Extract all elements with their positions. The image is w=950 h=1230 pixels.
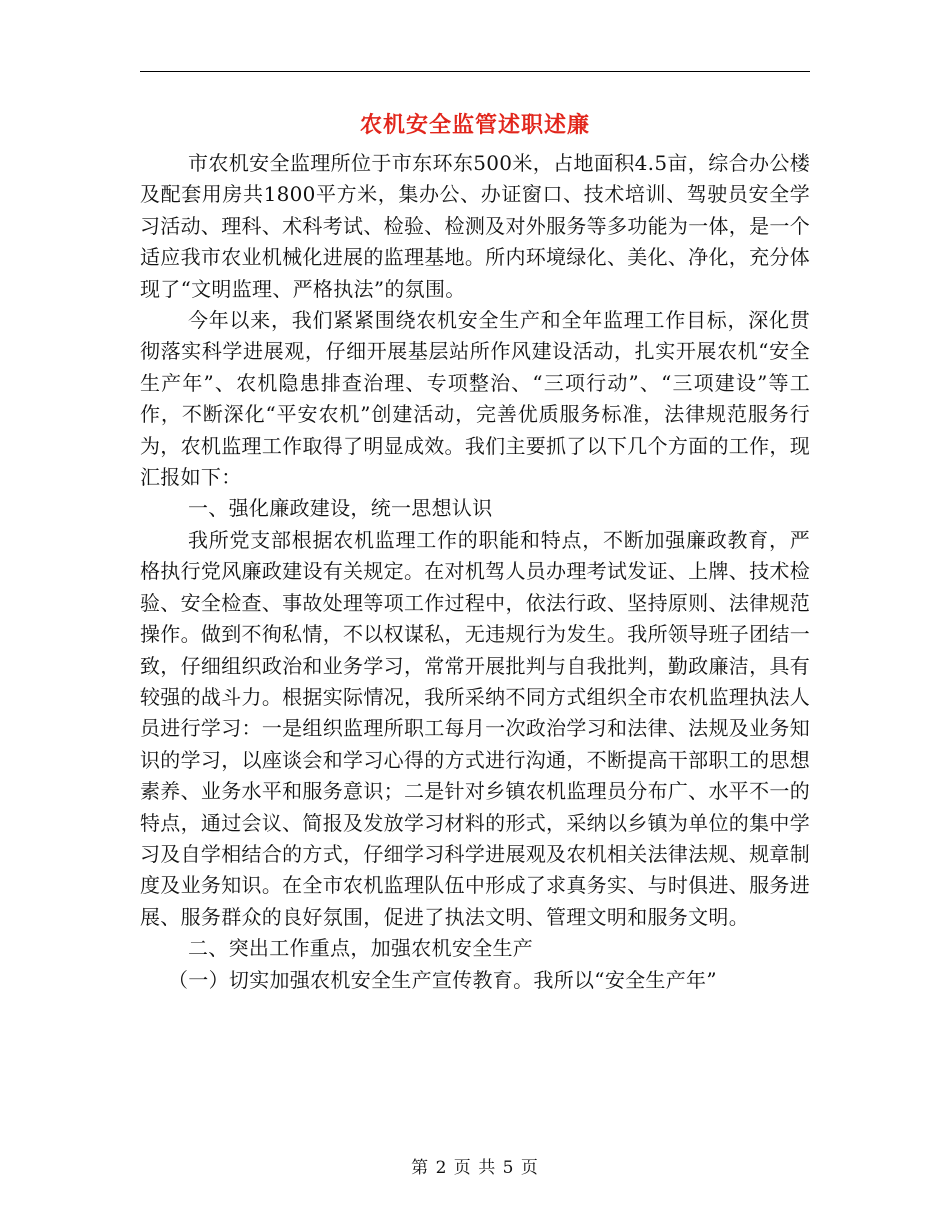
header-rule (140, 71, 810, 72)
paragraph-integrity: 我所党支部根据农机监理工作的职能和特点，不断加强廉政教育，严格执行党风廉政建设有关规定。在对机驾人员办理考试发证、上牌、技术检验、安全检查、事故处理等项工作过程中，依法行政、坚持原则、法律规范操作。做到不徇私情，不以权谋私，无违规行为发生。我所领导班子团结一致，仔细组织政治和业务学习，常常开展批判与自我批判，勤政廉洁，具有较强的战斗力。根据实际情况，我所采纳不同方式组织全市农机监理执法人员进行学习：一是组织监理所职工每月一次政治学习和法律、法规及业务知识的学习，以座谈会和学习心得的方式进行沟通，不断提高干部职工的思想素养、业务水平和服务意识；二是针对乡镇农机监理员分布广、水平不一的特点，通过会议、简报及发放学习材料的形式，采纳以乡镇为单位的集中学习及自学相结合的方式，仔细学习科学进展观及农机相关法律法规、规章制度及业务知识。在全市农机监理队伍中形成了求真务实、与时俱进、服务进展、服务群众的良好氛围，促进了执法文明、管理文明和服务文明。 (140, 527, 810, 929)
paragraph-subsection-1: （一）切实加强农机安全生产宣传教育。我所以“安全生产年” (168, 967, 717, 992)
paragraph-intro: 市农机安全监理所位于市东环东500米，占地面积4.5亩，综合办公楼及配套用房共1800平方米，集办公、办证窗口、技术培训、驾驶员安全学习活动、理科、术科考试、检验、检测及对外服务等多功能为一体，是一个适应我市农业机械化进展的监理基地。所内环境绿化、美化、净化，充分体现了“文明监理、严格执法”的氛围。 (140, 151, 810, 301)
document-body (140, 148, 810, 996)
section-heading-2: 二、突出工作重点，加强农机安全生产 (188, 936, 534, 961)
paragraph-overview: 今年以来，我们紧紧围绕农机安全生产和全年监理工作目标，深化贯彻落实科学进展观，仔细开展基层站所作风建设活动，扎实开展农机“安全生产年”、农机隐患排查治理、专项整治、“三项行动”、“三项建设”等工作，不断深化“平安农机”创建活动，完善优质服务标准，法律规范服务行为，农机监理工作取得了明显成效。我们主要抓了以下几个方面的工作，现汇报如下： (140, 308, 810, 490)
section-heading-1: 一、强化廉政建设，统一思想认识 (188, 496, 493, 521)
document-title: 农机安全监管述职述廉 (359, 112, 590, 138)
page-number: 第 2 页 共 5 页 (411, 1158, 539, 1178)
